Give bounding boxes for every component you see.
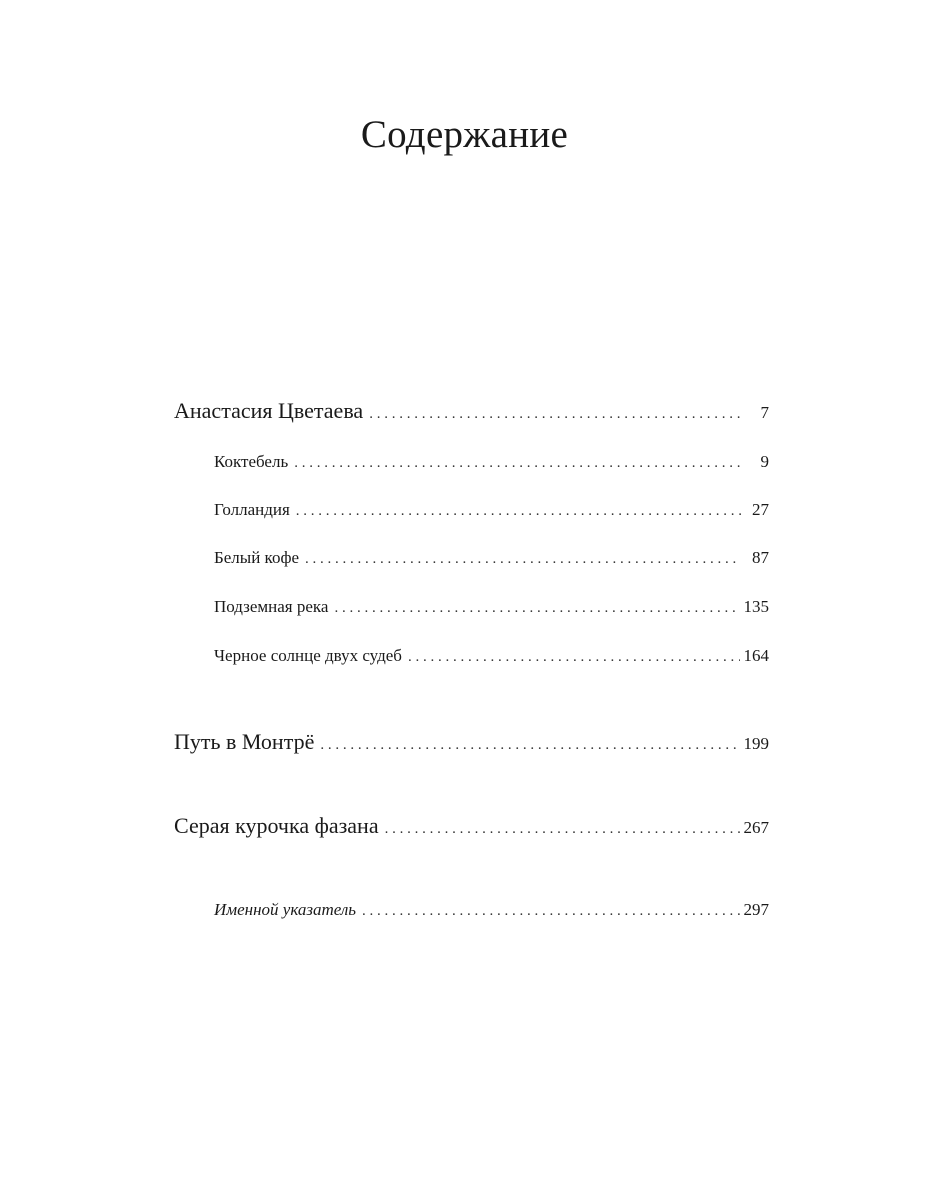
toc-entry-title: Путь в Монтрё <box>174 729 315 754</box>
toc-entry-put-v-montre[interactable] <box>174 729 769 755</box>
toc-entry-title: Подземная река <box>214 597 329 616</box>
toc-entry-title: Серая курочка фазана <box>174 813 379 838</box>
toc-entry-title: Анастасия Цветаева <box>174 398 364 423</box>
page-title: Содержание <box>360 113 569 156</box>
toc-entry-page-number: 87 <box>752 548 769 567</box>
toc-entry-page-number: 267 <box>743 818 769 837</box>
toc-entry-belyi-kofe[interactable] <box>214 548 769 568</box>
toc-entry-imennoi-ukazatel[interactable] <box>214 900 769 920</box>
dot-leader <box>320 737 739 754</box>
toc-entry-title: Голландия <box>214 500 290 519</box>
toc-entry-podzemnaya-reka[interactable] <box>214 597 769 617</box>
toc-entry-page-number: 297 <box>743 900 769 919</box>
dot-leader <box>369 406 741 423</box>
toc-entry-gollandiya[interactable] <box>214 500 769 520</box>
dot-leader <box>305 551 741 568</box>
toc-entry-page-number: 9 <box>760 452 769 471</box>
toc-entry-title: Именной указатель <box>214 900 357 919</box>
toc-entry-page-number: 135 <box>743 597 769 616</box>
toc-entry-seraya-kurochka[interactable] <box>174 813 769 839</box>
dot-leader <box>294 455 741 472</box>
toc-entry-title: Белый кофе <box>214 548 300 567</box>
toc-entry-title: Черное солнце двух судеб <box>214 646 402 665</box>
toc-entry-page-number: 164 <box>743 646 769 665</box>
toc-entry-page-number: 27 <box>752 500 769 519</box>
toc-entry-page-number: 199 <box>743 734 769 753</box>
dot-leader <box>385 821 740 838</box>
toc-entry-chernoe-solntse[interactable] <box>214 646 769 666</box>
dot-leader <box>296 503 741 520</box>
toc-entry-title: Коктебель <box>214 452 289 471</box>
toc-entry-anastasia-tsvetaeva[interactable] <box>174 398 769 424</box>
dot-leader <box>362 903 739 920</box>
toc-entry-koktebel[interactable] <box>214 452 769 472</box>
dot-leader <box>334 600 739 617</box>
dot-leader <box>408 649 740 666</box>
toc-entry-page-number: 7 <box>760 403 769 422</box>
